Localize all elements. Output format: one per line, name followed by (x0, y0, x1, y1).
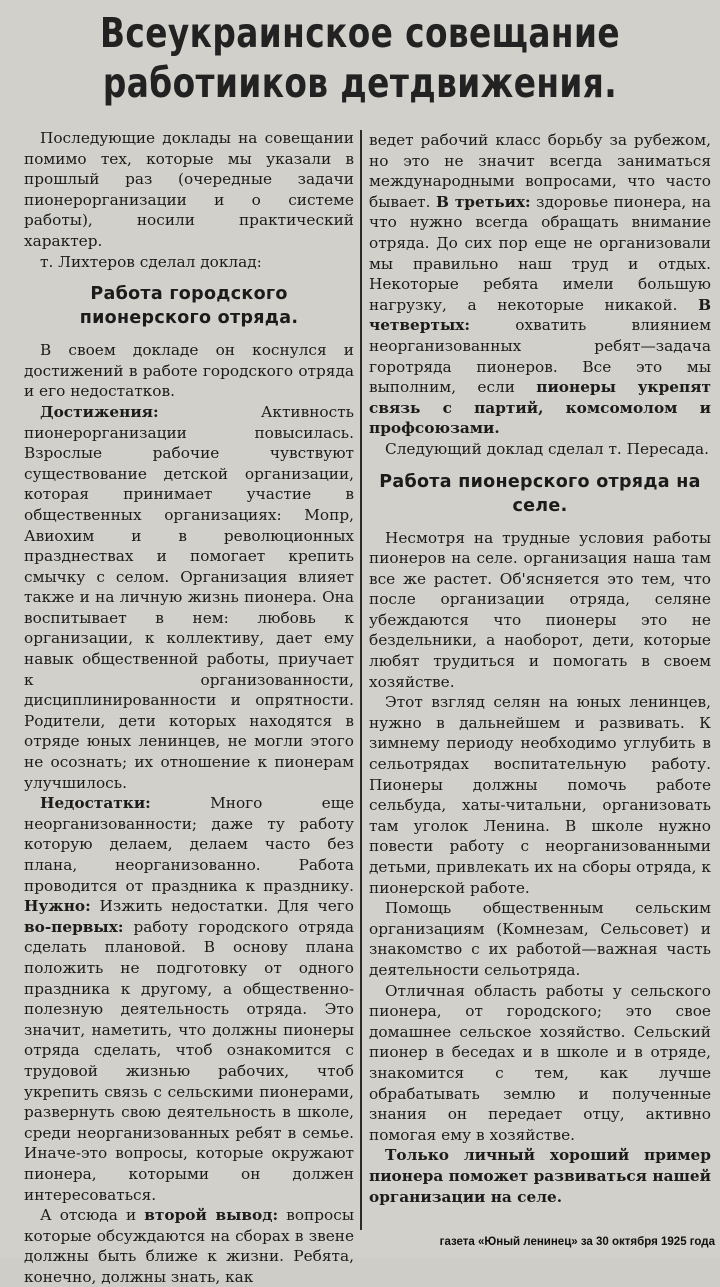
lead-word: во-первых: (24, 917, 124, 936)
paragraph-text: Изжить недостатки. Для чего (90, 897, 354, 916)
paragraph-text: А отсюда и (40, 1206, 145, 1225)
paragraph-second-conclusion (24, 1205, 354, 1287)
paragraph-text: здоровье пионера, на что нужно всегда обращать внимание отряда. До сих пор еще не организовали мы правильно наш труд и отдых. Некоторые ребята имели большую нагрузку, а некоторые никакой. (369, 192, 711, 314)
section-heading-city: Работа городского пионерского отряда. (79, 284, 299, 329)
paragraph: Последующие доклады на совещании помимо тех, которые мы указали в прошлый раз (очередные задачи пионерорганизации и о системе работы), носили практический характер. (24, 129, 354, 250)
lead-word: второй вывод: (144, 1206, 279, 1225)
paragraph: Несмотря на трудные условия работы пионеров на селе. организация наша там все же растет. Об'ясняется это тем, что после организации отряда, селяне убеждаются что пионеры это не бездельники, а наоборот, дети, которые любят трудиться и помогать в своем хозяйстве. (369, 528, 711, 691)
paragraph-text: работу городского отряда сделать плановой. В основу плана положить не подготовку от одного праздника к другому, а общественно-полезную деятельность отряда. Это значит, наметить, что должны пионеры отряда сделать, чтоб ознакомится с трудовой жизнью рабочих, чтоб укрепить связь с сельскими пионерами, развернуть свою деятельность в школе, среди неорганизованных ребят в семье. Иначе-это вопросы, которые окружают пионера, которыми он должен интересоваться. (24, 917, 354, 1204)
paragraph-text: вопросы которые обсуждаются на сборах в звене должны быть ближе к жизни. Ребята, конечно, должны знать, как (24, 1206, 354, 1286)
lead-word: В четвертых: (369, 295, 711, 335)
paragraph-text: ведет рабочий класс борьбу за рубежом, но это не значит всегда заниматься международными вопросами, что часто бывает. (369, 131, 711, 211)
lead-word: В третьих: (435, 192, 531, 211)
lead-word: Нужно: (24, 897, 91, 916)
right-column (369, 130, 711, 1255)
paragraph: Помощь общественным сельским организациям (Комнезам, Сельсовет) и знакомство с их работой—важная часть деятельности сельотряда. (369, 899, 711, 979)
emphasis: пионеры укрепят связь с партий, комсомолом и профсоюзами. (369, 378, 711, 438)
paragraph-achievements (24, 402, 354, 793)
paragraph: Этот взгляд селян на юных ленинцев, нужно в дальнейшем и развивать. К зимнему периоду необходимо углубить в сельотрядах воспитательную работу. Пионеры должны помочь работе сельбуда, хаты-читальни, организовать там уголок Ленина. В школе нужно повести работу с неорганизованными детьми, привлекать их на сборы отряда, к пионерской работе. (369, 693, 711, 897)
paragraph-text: Много еще неорганизованности; даже ту работу которую делаем, делаем часто без плана, неорганизованно. Работа проводится от праздника к празднику. (24, 794, 354, 895)
paragraph-text: Активность пионерорганизации повысилась. Взрослые рабочие чувствуют существование детской организации, которая принимает участие в общественных организациях: Мопр, Авиохим и в революционных празднествах и помогает крепить смычку с селом. Организация влияет также и на личную жизнь пионера. Она воспитывает в нем: любовь к организации, к коллективу, дает ему навык общественной работы, приучает к организованности, дисциплинированности и опрятности. Родители, дети которых находятся в отряде юных ленинцев, не могли этого не осознать; их отношение к пионерам улучшилось. (24, 402, 354, 792)
left-column (24, 128, 354, 1286)
headline: Всеукраинское совещание работииков детдвижения. (100, 9, 620, 107)
lead-word: Недостатки: (40, 794, 151, 813)
source-caption: газета «Юный ленинец» за 30 октября 1925 года (439, 1236, 715, 1248)
column-divider (360, 130, 362, 1230)
lead-word: Достижения: (40, 402, 159, 421)
paragraph-shortcomings (24, 793, 354, 1205)
paragraph: Следующий доклад сделал т. Пересада. (385, 439, 709, 458)
paragraph: Отличная область работы у сельского пионера, от городского; это свое домашнее сельское хозяйство. Сельский пионер в беседах и в школе и в отряде, знакомится с тем, как лучше обрабатывать землю и полученные знания он передает отцу, активно помогая ему в хозяйстве. (369, 981, 711, 1144)
paragraph-conclusion: Только личный хороший пример пионера поможет развиваться нашей организации на селе. (369, 1146, 711, 1206)
paragraph-text: охватить влиянием неорганизованных ребят—задача горотряда пионеров. Все это мы выполним, если (369, 316, 711, 397)
paragraph: В своем докладе он коснулся и достижений в работе городского отряда и его недостатков. (24, 341, 354, 401)
paragraph-continuation (369, 130, 711, 439)
section-heading-village: Работа пионерского отряда на селе. (379, 471, 701, 516)
paragraph: т. Лихтеров сделал доклад: (40, 252, 262, 271)
